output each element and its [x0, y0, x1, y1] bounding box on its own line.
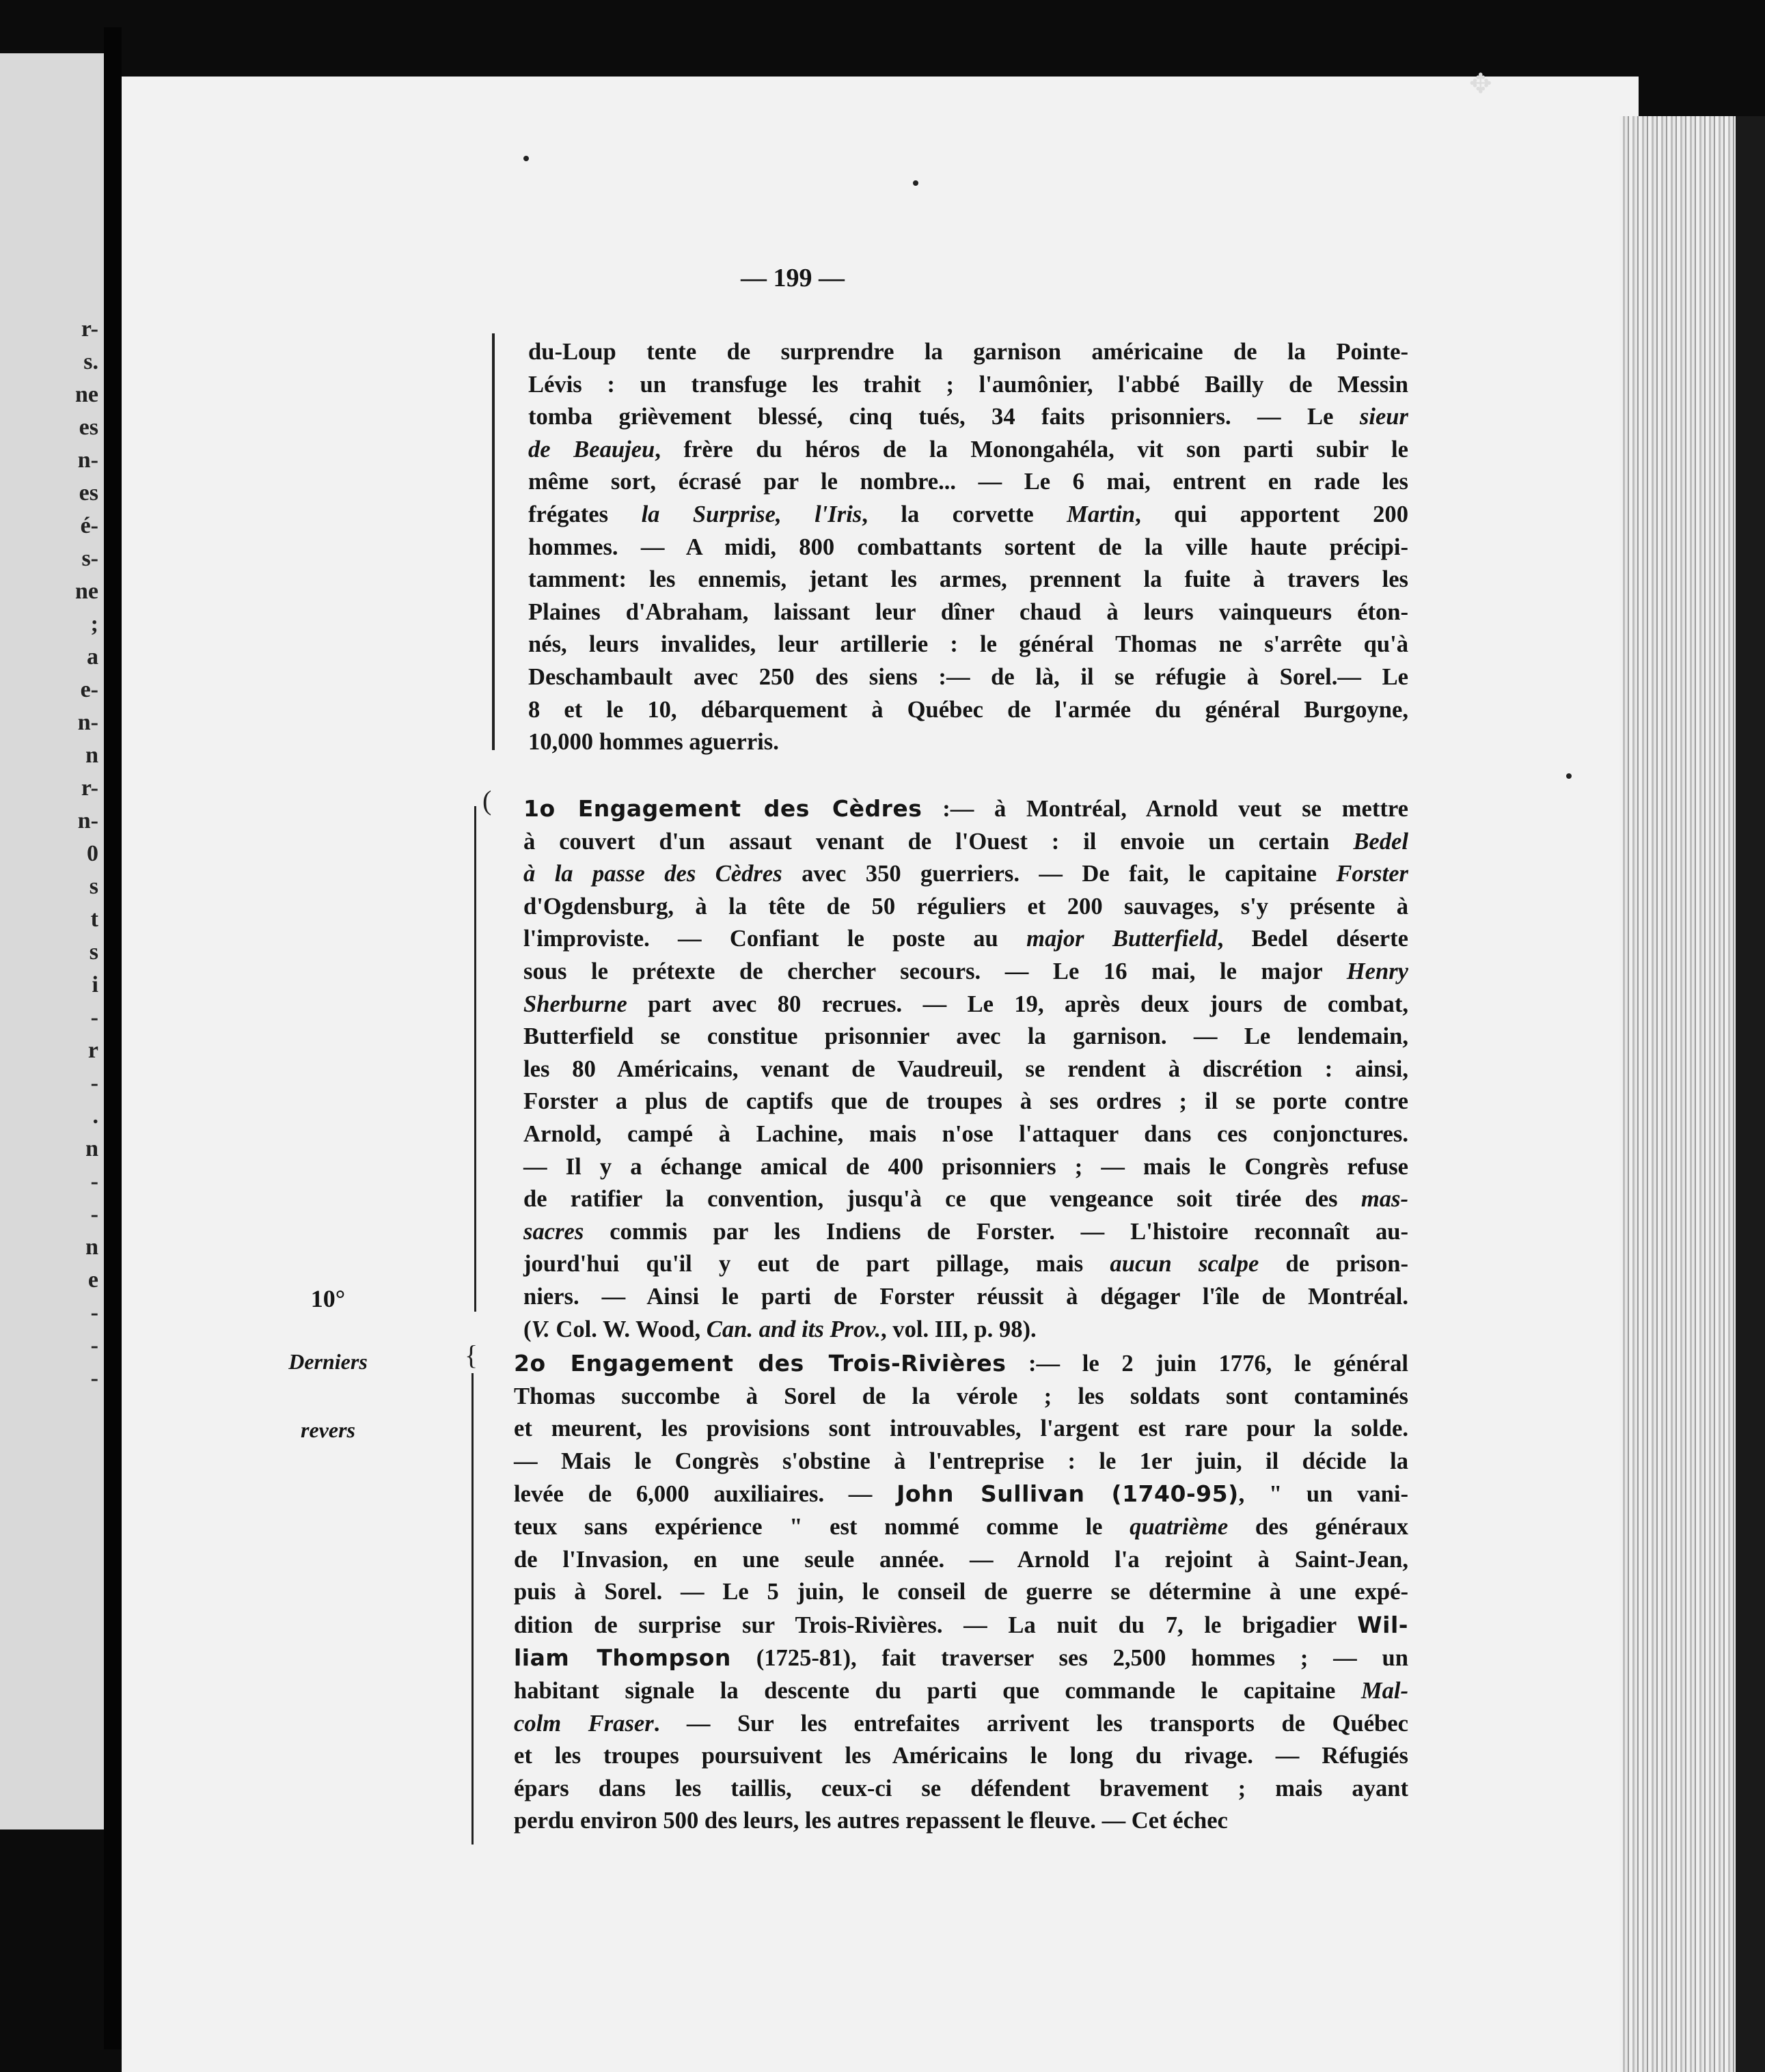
- text-line: tomba grièvement blessé, cinq tués, 34 faits prisonniers. — Le sieur: [528, 404, 1408, 430]
- paragraph-engagement-cedres: [523, 792, 1408, 1346]
- margin-title-line-1: Derniers: [288, 1349, 368, 1374]
- text-line: frégates la Surprise, l'Iris, la corvette Martin, qui apportent 200: [528, 501, 1408, 527]
- heading-text: 2o Engagement des Trois-Rivières: [514, 1350, 1007, 1377]
- text-line: de l'Invasion, en une seule année. — Arnold l'a rejoint à Saint-Jean,: [514, 1546, 1408, 1573]
- page-stack-edge: [1619, 116, 1736, 2072]
- paragraph-engagement-trois-rivieres: [514, 1347, 1408, 1838]
- paragraph-rule: [474, 806, 476, 1312]
- facing-page-fragment: s: [89, 939, 98, 965]
- italic-text: de Beaujeu: [528, 436, 655, 462]
- italic-text: Bedel: [1353, 828, 1408, 855]
- text-line: de Beaujeu, frère du héros de la Monongahéla, vit son parti subir le: [528, 436, 1408, 462]
- facing-page-fragment: es: [79, 415, 98, 440]
- text-line: 10,000 hommes aguerris.: [528, 729, 779, 756]
- facing-page-fragment: -: [90, 1169, 98, 1194]
- text-line: épars dans les taillis, ceux-ci se défendent bravement ; mais ayant: [514, 1775, 1408, 1801]
- text-line: Thomas succombe à Sorel de la vérole ; les soldats sont contaminés: [514, 1383, 1408, 1409]
- italic-text: Sherburne: [523, 991, 627, 1017]
- italic-text: aucun scalpe: [1110, 1251, 1259, 1277]
- paragraph-rule: [471, 1373, 474, 1845]
- text-line: levée de 6,000 auxiliaires. — John Sullivan (1740-95), " un vani-: [514, 1480, 1408, 1508]
- facing-page-fragment: e-: [80, 677, 98, 702]
- italic-text: mas-: [1360, 1186, 1408, 1213]
- italic-text: la Surprise, l'Iris: [641, 501, 862, 527]
- scan-artifact-icon: ✥: [1469, 68, 1492, 100]
- text-line: jourd'hui qu'il y eut de part pillage, mais aucun scalpe de prison-: [523, 1251, 1408, 1277]
- facing-page-fragment: .: [92, 1103, 98, 1129]
- text-line: tamment: les ennemis, jetant les armes, prennent la fuite à travers les: [528, 566, 1408, 593]
- text-line: — Il y a échange amical de 400 prisonniers ; — mais le Congrès refuse: [523, 1153, 1408, 1180]
- text-line: habitant signale la descente du parti que commande le capitaine Mal-: [514, 1677, 1408, 1704]
- facing-page-fragment: n-: [77, 710, 98, 735]
- italic-text: à la passe des Cèdres: [523, 861, 782, 887]
- facing-page-fragment: -: [90, 1333, 98, 1358]
- text-line: dition de surprise sur Trois-Rivières. — La nuit du 7, le brigadier Wil-: [514, 1611, 1408, 1638]
- text-line: Lévis : un transfuge les trahit ; l'aumônier, l'abbé Bailly de Messin: [528, 371, 1408, 398]
- heading-text: Wil-: [1357, 1611, 1408, 1638]
- italic-text: V.: [531, 1316, 550, 1342]
- facing-page-fragment: n: [85, 1136, 98, 1161]
- text-line: Plaines d'Abraham, laissant leur dîner chaud à leurs vainqueurs éton-: [528, 598, 1408, 625]
- text-line: l'improviste. — Confiant le poste au major Butterfield, Bedel déserte: [523, 926, 1409, 952]
- text-line: sous le prétexte de chercher secours. — Le 16 mai, le major Henry: [523, 958, 1408, 984]
- heading-text: John Sullivan (1740-95): [897, 1480, 1239, 1508]
- facing-page-fragment: é-: [80, 513, 98, 538]
- facing-page-fragment: n: [85, 1234, 98, 1260]
- text-line: puis à Sorel. — Le 5 juin, le conseil de guerre se détermine à une expé-: [514, 1579, 1408, 1605]
- page-number: — 199 —: [741, 264, 845, 292]
- text-line: et meurent, les provisions sont introuvables, l'argent est rare pour la solde.: [514, 1415, 1408, 1442]
- text-line: à couvert d'un assaut venant de l'Ouest : il envoie un certain Bedel: [523, 828, 1408, 855]
- facing-page-fragment: n-: [77, 447, 98, 473]
- text-line: du-Loup tente de surprendre la garnison américaine de la Pointe-: [528, 339, 1408, 365]
- text-line: teux sans expérience " est nommé comme le quatrième des généraux: [514, 1513, 1408, 1540]
- text-line: 2o Engagement des Trois-Rivières :— le 2 juin 1776, le général: [514, 1350, 1408, 1377]
- heading-text: liam Thompson: [514, 1644, 731, 1672]
- text-line: d'Ogdensburg, à la tête de 50 réguliers et 200 sauvages, s'y présente à: [523, 893, 1408, 920]
- italic-text: Martin: [1067, 501, 1136, 527]
- text-line: perdu environ 500 des leurs, les autres repassent le fleuve. — Cet échec: [514, 1808, 1228, 1834]
- facing-page-fragment: i: [92, 972, 98, 997]
- text-line: à la passe des Cèdres avec 350 guerriers. — De fait, le capitaine Forster: [523, 861, 1409, 887]
- italic-text: quatrième: [1130, 1513, 1229, 1540]
- specks: [523, 156, 529, 161]
- text-line: Arnold, campé à Lachine, mais n'ose l'attaquer dans ces conjonctures.: [523, 1120, 1408, 1147]
- italic-text: sacres: [523, 1218, 584, 1245]
- text-line: et les troupes poursuivent les Américains le long du rivage. — Réfugiés: [514, 1743, 1408, 1769]
- italic-text: major Butterfield: [1026, 926, 1218, 952]
- facing-page-fragment: s.: [83, 349, 98, 374]
- text-line: de ratifier la convention, jusqu'à ce que vengeance soit tirée des mas-: [523, 1186, 1408, 1213]
- text-line: colm Fraser. — Sur les entrefaites arrivent les transports de Québec: [514, 1710, 1408, 1737]
- brace-mark: {: [465, 1340, 478, 1370]
- facing-page-fragment: r: [87, 1038, 98, 1063]
- text-line: Butterfield se constitue prisonnier avec la garnison. — Le lendemain,: [523, 1023, 1408, 1050]
- facing-page-fragment: n: [85, 743, 98, 768]
- italic-text: colm Fraser: [514, 1710, 654, 1737]
- facing-page-fragment: ne: [75, 382, 98, 407]
- facing-page-edge: [0, 53, 104, 1829]
- facing-page-fragment: -: [90, 1300, 98, 1325]
- text-line: (V. Col. W. Wood, Can. and its Prov., vol. III, p. 98).: [523, 1316, 1037, 1342]
- text-line: liam Thompson (1725-81), fait traverser ses 2,500 hommes ; — un: [514, 1644, 1409, 1672]
- facing-page-fragment: ;: [90, 611, 98, 637]
- text-line: Sherburne part avec 80 recrues. — Le 19, après deux jours de combat,: [523, 991, 1408, 1017]
- facing-page-fragment: -: [90, 1366, 98, 1391]
- text-line: sacres commis par les Indiens de Forster. — L'histoire reconnaît au-: [523, 1218, 1408, 1245]
- facing-page-fragment: e: [87, 1267, 98, 1293]
- text-line: Deschambault avec 250 des siens :— de là, il se réfugie à Sorel.— Le: [528, 663, 1408, 690]
- facing-page-fragment: r-: [81, 316, 98, 342]
- facing-page-fragment: -: [90, 1070, 98, 1096]
- facing-page-fragment: es: [79, 480, 98, 506]
- italic-text: Forster: [1336, 861, 1409, 887]
- facing-page-fragment: r-: [81, 775, 98, 801]
- facing-page-fragment: ne: [75, 579, 98, 604]
- margin-title-line-2: revers: [301, 1418, 355, 1442]
- text-line: 8 et le 10, débarquement à Québec de l'armée du général Burgoyne,: [528, 696, 1408, 723]
- facing-page-fragment: a: [87, 644, 98, 669]
- specks: [1566, 773, 1572, 779]
- text-line: — Mais le Congrès s'obstine à l'entreprise : le 1er juin, il décide la: [514, 1448, 1408, 1474]
- margin-section-number: 10°: [310, 1285, 346, 1312]
- book-spine: [104, 27, 122, 2049]
- italic-text: Can. and its Prov.: [706, 1316, 881, 1342]
- text-line: Forster a plus de captifs que de troupes à ses ordres ; il se porte contre: [523, 1088, 1408, 1115]
- paragraph-rule: [492, 333, 495, 750]
- text-line: les 80 Américains, venant de Vaudreuil, se rendent à discrétion : ainsi,: [523, 1055, 1408, 1082]
- paragraph-1: [528, 336, 1408, 759]
- italic-text: Henry: [1346, 958, 1408, 984]
- text-line: 1o Engagement des Cèdres :— à Montréal, Arnold veut se mettre: [523, 795, 1408, 822]
- facing-page-fragment: -: [90, 1202, 98, 1227]
- facing-page-fragment: s-: [81, 546, 98, 571]
- text-line: niers. — Ainsi le parti de Forster réussit à dégager l'île de Montréal.: [523, 1283, 1408, 1310]
- text-line: hommes. — A midi, 800 combattants sortent de la ville haute précipi-: [528, 534, 1408, 560]
- facing-page-fragment: n-: [77, 808, 98, 833]
- facing-page-fragment: t: [90, 907, 98, 932]
- facing-page-fragment: s: [89, 874, 98, 899]
- brace-mark: (: [482, 785, 492, 816]
- heading-text: 1o Engagement des Cèdres: [523, 795, 922, 822]
- scan-border: [1736, 116, 1765, 2072]
- text-line: même sort, écrasé par le nombre... — Le 6 mai, entrent en rade les: [528, 469, 1408, 495]
- facing-page-fragment: -: [90, 1005, 98, 1030]
- text-line: nés, leurs invalides, leur artillerie : le général Thomas ne s'arrête qu'à: [528, 631, 1408, 658]
- italic-text: Mal-: [1360, 1677, 1408, 1704]
- italic-text: sieur: [1359, 404, 1408, 430]
- specks: [913, 180, 918, 186]
- facing-page-fragment: 0: [87, 841, 98, 866]
